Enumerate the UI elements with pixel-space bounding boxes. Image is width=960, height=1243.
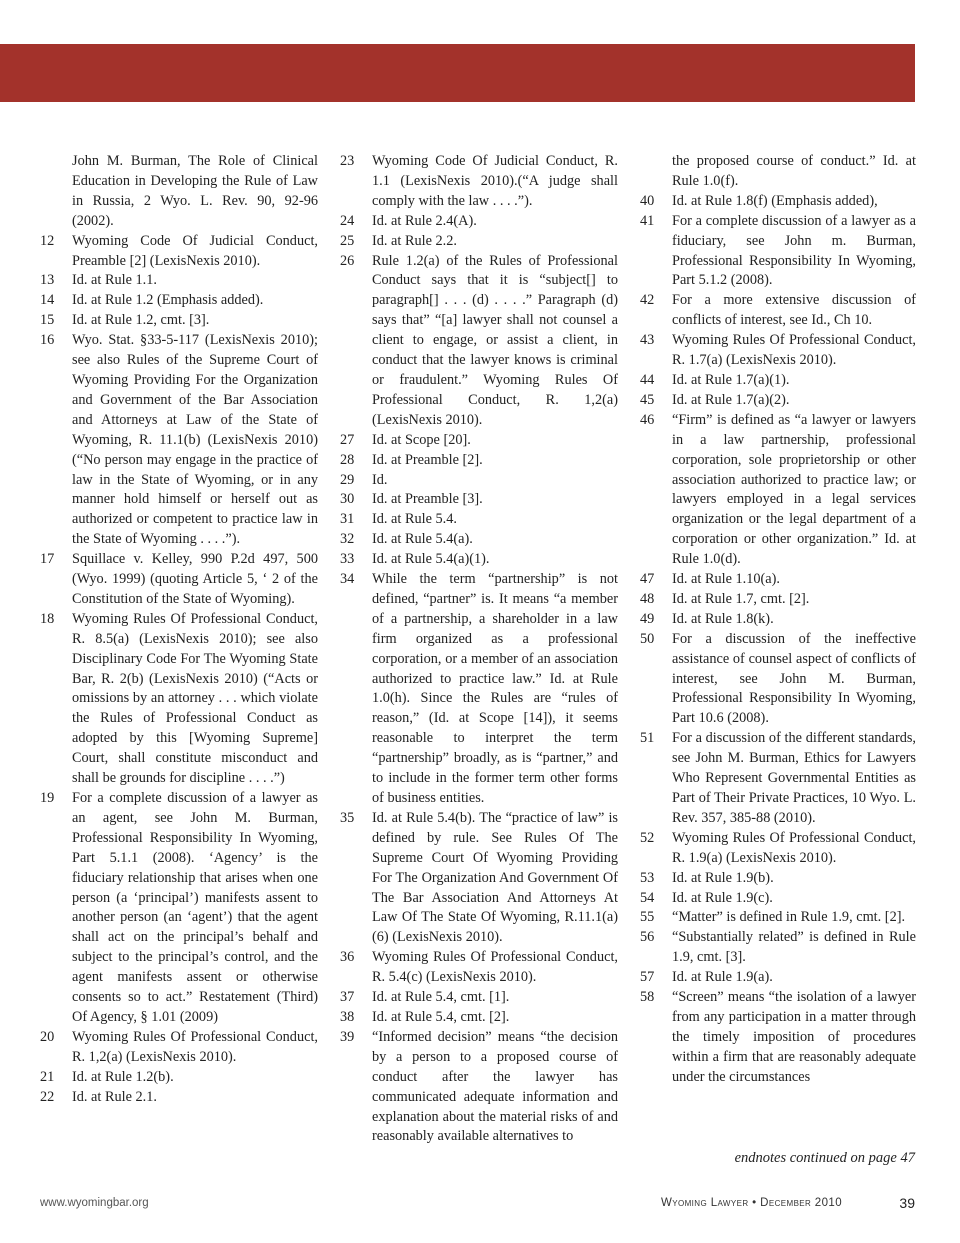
endnote bbox=[40, 232, 318, 272]
endnote bbox=[640, 988, 916, 1088]
endnote-number: 43 bbox=[640, 332, 655, 349]
header-banner bbox=[0, 44, 915, 102]
endnote-text: For a complete discussion of a lawyer as a fiduciary, see John m. Burman, Professional Responsibility In Wyoming, Part 5.1.2 (2008). bbox=[672, 212, 916, 289]
endnote bbox=[640, 928, 916, 968]
endnote-text: Wyoming Rules Of Professional Conduct, R. 1.9(a) (LexisNexis 2010). bbox=[672, 829, 916, 866]
endnote-text: Id. at Rule 1.2, cmt. [3]. bbox=[72, 312, 210, 329]
endnote-text: Id. at Rule 1.8(k). bbox=[672, 610, 774, 627]
endnote-text: Squillace v. Kelley, 990 P.2d 497, 500 (Wyo. 1999) (quoting Article 5, ‘ 2 of the Constitution of the State of Wyoming). bbox=[72, 551, 318, 607]
endnote bbox=[340, 252, 618, 431]
endnote-number: 46 bbox=[640, 411, 655, 428]
endnote-text: Id. at Rule 1.9(c). bbox=[672, 889, 773, 906]
endnote-number: 44 bbox=[640, 371, 655, 388]
endnote-number: 30 bbox=[340, 491, 355, 508]
endnote-number: 33 bbox=[340, 551, 355, 568]
endnote-text: Id. at Rule 1.9(b). bbox=[672, 869, 774, 886]
endnote-text: Id. at Scope [20]. bbox=[372, 431, 471, 448]
endnote-text: Id. at Rule 5.4(a). bbox=[372, 531, 473, 548]
endnote-text: Id. at Rule 1.2 (Emphasis added). bbox=[72, 292, 264, 309]
endnote bbox=[340, 550, 618, 570]
endnote-text: Id. at Rule 1.10(a). bbox=[672, 571, 780, 588]
endnote bbox=[640, 729, 916, 829]
endnote-text: Id. at Rule 5.4, cmt. [1]. bbox=[372, 989, 510, 1006]
endnote bbox=[40, 291, 318, 311]
endnote bbox=[640, 869, 916, 889]
endnote bbox=[340, 152, 618, 212]
endnote bbox=[40, 610, 318, 789]
endnote bbox=[340, 510, 618, 530]
endnote bbox=[40, 331, 318, 550]
endnote-text: Wyoming Rules Of Professional Conduct, R. 8.5(a) (LexisNexis 2010); see also Disciplinary Code For The Wyoming State Bar, R. 2(b) (LexisNexis 2010) (“Acts or omissions by an attorney . . . which violate the Rules of Professional Conduct as adopted by this [Wyoming Supreme] Court, shall constitute misconduct and shall be grounds for discipline . . . .”) bbox=[72, 610, 318, 787]
endnote bbox=[340, 948, 618, 988]
endnote-text: Wyoming Rules Of Professional Conduct, R. 1,2(a) (LexisNexis 2010). bbox=[72, 1028, 318, 1065]
endnote bbox=[640, 192, 916, 212]
endnote bbox=[340, 490, 618, 510]
endnote-text: Id. at Rule 1.7(a)(1). bbox=[672, 371, 790, 388]
endnote bbox=[640, 331, 916, 371]
endnote-number: 13 bbox=[40, 272, 55, 289]
endnote-number: 27 bbox=[340, 431, 355, 448]
endnote-number: 51 bbox=[640, 730, 655, 747]
endnote-number: 47 bbox=[640, 571, 655, 588]
endnote bbox=[340, 232, 618, 252]
endnote bbox=[640, 411, 916, 570]
endnote-number: 41 bbox=[640, 212, 655, 229]
endnote-number: 23 bbox=[340, 153, 355, 169]
endnote-text: Id. at Rule 5.4, cmt. [2]. bbox=[372, 1008, 510, 1025]
endnote-number bbox=[40, 152, 72, 232]
endnote bbox=[640, 908, 916, 928]
endnote-number: 22 bbox=[40, 1088, 55, 1105]
endnote bbox=[40, 1028, 318, 1068]
endnote-text: Id. at Rule 2.2. bbox=[372, 232, 457, 249]
endnote-number: 42 bbox=[640, 292, 655, 309]
endnote-number bbox=[640, 152, 672, 192]
endnote bbox=[40, 1068, 318, 1088]
endnote-text: Id. at Rule 1.8(f) (Emphasis added), bbox=[672, 192, 878, 209]
endnote-text: Wyoming Rules Of Professional Conduct, R. 1.7(a) (LexisNexis 2010). bbox=[672, 332, 916, 369]
endnote bbox=[40, 271, 318, 291]
endnote-number: 16 bbox=[40, 332, 55, 349]
endnote bbox=[640, 570, 916, 590]
endnote-number: 50 bbox=[640, 630, 655, 647]
endnote-text: For a complete discussion of a lawyer as an agent, see John M. Burman, Professional Responsibility In Wyoming, Part 5.1.1 (2008). ‘Agency’ is the fiduciary relationship that arises when one person (a ‘principal’) manifests assent to another person (an ‘agent’) that the agent shall act on the principal’s behalf and subject to the principal’s control, and the agent manifests assent or otherwise consents so to act.” Restatement (Third) Of Agency, § 1.01 (2009) bbox=[72, 790, 318, 1025]
endnote bbox=[640, 371, 916, 391]
endnote-text: “Substantially related” is defined in Rule 1.9, cmt. [3]. bbox=[672, 929, 916, 966]
endnote-number: 34 bbox=[340, 571, 355, 588]
endnotes-column-2 bbox=[340, 152, 618, 1147]
endnote-text: For a more extensive discussion of conflicts of interest, see Id., Ch 10. bbox=[672, 292, 916, 329]
endnote-text: Id. at Preamble [2]. bbox=[372, 451, 483, 468]
endnote-text: John M. Burman, The Role of Clinical Education in Developing the Rule of Law in Russia, 2 Wyo. L. Rev. 90, 92-96 (2002). bbox=[72, 153, 318, 229]
endnote-number: 56 bbox=[640, 929, 655, 946]
endnote-number: 15 bbox=[40, 312, 55, 329]
endnote-text: Id. at Rule 5.4. bbox=[372, 511, 457, 528]
endnote bbox=[40, 152, 318, 232]
endnote-text: Id. at Preamble [3]. bbox=[372, 491, 483, 508]
endnote-text: While the term “partnership” is not defined, “partner” is. It means “a member of a partnership, a shareholder in a law firm organized as a professional corporation, or a member of an association authorized to practice law.” Id. at Rule 1.0(h). Since the Rules are “rules of reason,” (Id. at Scope [14]), it seems reasonable to interpret the term “partnership” broadly, as is “partner,” and to include in the former term other forms of business entities. bbox=[372, 571, 618, 806]
endnote-number: 28 bbox=[340, 451, 355, 468]
endnote-number: 26 bbox=[340, 252, 355, 269]
endnote-number: 48 bbox=[640, 590, 655, 607]
endnote bbox=[640, 291, 916, 331]
endnote-text: “Informed decision” means “the decision by a person to a proposed course of conduct after the lawyer has communicated adequate information and explanation about the material risks of and reasonably available alternatives to bbox=[372, 1028, 618, 1145]
endnote-text: Id. at Rule 5.4(b). The “practice of law” is defined by rule. See Rules Of The Supreme Court Of Wyoming Providing For The Organization And Government Of The Bar Association And Attorneys At Law Of The State Of Wyoming, R.11.1(a)(6) (LexisNexis 2010). bbox=[372, 809, 618, 946]
endnote-text: the proposed course of conduct.” Id. at Rule 1.0(f). bbox=[672, 153, 916, 189]
endnote-number: 12 bbox=[40, 232, 55, 249]
endnote bbox=[340, 212, 618, 232]
endnote bbox=[40, 789, 318, 1028]
endnote bbox=[640, 152, 916, 192]
endnote-text: “Matter” is defined in Rule 1.9, cmt. [2]. bbox=[672, 909, 906, 926]
endnote-text: Wyoming Code Of Judicial Conduct, Preamble [2] (LexisNexis 2010). bbox=[72, 232, 318, 269]
endnote-text: Id. at Rule 1.2(b). bbox=[72, 1068, 174, 1085]
endnote bbox=[340, 809, 618, 948]
endnote bbox=[640, 590, 916, 610]
endnote-text: Rule 1.2(a) of the Rules of Professional Conduct says that it is “subject[] to paragraph[] . . . (d) . . . .” Paragraph (d) says that” “[a] lawyer shall not counsel a client to engage, or assist a client, in conduct that the lawyer knows is criminal or fraudulent.” Wyoming Rules Of Professional Conduct, R. 1,2(a) (LexisNexis 2010). bbox=[372, 252, 618, 428]
endnote-number: 25 bbox=[340, 232, 355, 249]
endnote-text: Id. bbox=[372, 471, 388, 488]
endnote-number: 45 bbox=[640, 391, 655, 408]
endnote-number: 55 bbox=[640, 909, 655, 926]
endnote-text: Id. at Rule 2.1. bbox=[72, 1088, 157, 1105]
endnote-number: 14 bbox=[40, 292, 55, 309]
endnote-number: 17 bbox=[40, 551, 55, 568]
endnote bbox=[340, 1028, 618, 1147]
endnote-number: 21 bbox=[40, 1068, 55, 1085]
endnote-text: Id. at Rule 1.7, cmt. [2]. bbox=[672, 590, 810, 607]
endnote-number: 40 bbox=[640, 192, 655, 209]
endnote bbox=[340, 471, 618, 491]
endnote-number: 53 bbox=[640, 869, 655, 886]
endnote-number: 29 bbox=[340, 471, 355, 488]
endnote bbox=[640, 889, 916, 909]
endnote bbox=[40, 311, 318, 331]
endnotes-column-1 bbox=[40, 152, 318, 1108]
endnote-text: “Screen” means “the isolation of a lawyer from any participation in a matter through the timely imposition of procedures within a firm that are reasonably adequate under the circumstances bbox=[672, 989, 916, 1085]
endnote bbox=[640, 630, 916, 730]
endnote bbox=[640, 212, 916, 292]
endnote-number: 31 bbox=[340, 511, 355, 528]
endnote bbox=[340, 570, 618, 809]
endnote-number: 36 bbox=[340, 949, 355, 966]
endnote-text: Wyoming Code Of Judicial Conduct, R. 1.1 (LexisNexis 2010).(“A judge shall comply with the law . . . .”). bbox=[372, 153, 618, 209]
endnote bbox=[340, 1008, 618, 1028]
endnote bbox=[340, 451, 618, 471]
endnote-text: Id. at Rule 2.4(A). bbox=[372, 212, 477, 229]
footer-website[interactable]: www.wyomingbar.org bbox=[40, 1197, 149, 1209]
page-number: 39 bbox=[899, 1195, 915, 1211]
endnote-text: Id. at Rule 1.7(a)(2). bbox=[672, 391, 790, 408]
endnote-number: 24 bbox=[340, 212, 355, 229]
endnote-number: 54 bbox=[640, 889, 655, 906]
endnote-number: 52 bbox=[640, 829, 655, 846]
endnote-text: Wyo. Stat. §33-5-117 (LexisNexis 2010); see also Rules of the Supreme Court of Wyoming Providing For the Organization and Government of the Bar Association and Attorneys at Law of the State of Wyoming, R. 11.1(b) (LexisNexis 2010) (“No person may engage in the practice of law in the State of Wyoming, or in any manner hold himself or herself out as authorized or competent to practice law in the State of Wyoming . . . .”). bbox=[72, 332, 318, 548]
endnote bbox=[340, 988, 618, 1008]
endnote-number: 37 bbox=[340, 989, 355, 1006]
endnote-number: 38 bbox=[340, 1008, 355, 1025]
endnote-number: 49 bbox=[640, 610, 655, 627]
endnote-text: “Firm” is defined as “a lawyer or lawyers in a law partnership, professional corporation, sole proprietorship or other association authorized to practice law; or lawyers employed in a legal services organization or the legal department of a corporation or other organization.” Id. at Rule 1.0(d). bbox=[672, 411, 916, 568]
endnote-text: Id. at Rule 5.4(a)(1). bbox=[372, 551, 490, 568]
endnote-number: 39 bbox=[340, 1028, 355, 1045]
endnote-number: 35 bbox=[340, 809, 355, 826]
endnote bbox=[640, 829, 916, 869]
endnote bbox=[340, 530, 618, 550]
endnote bbox=[40, 550, 318, 610]
endnote-text: Id. at Rule 1.1. bbox=[72, 272, 157, 289]
endnote-text: Id. at Rule 1.9(a). bbox=[672, 969, 773, 986]
continuation-note: endnotes continued on page 47 bbox=[734, 1150, 915, 1166]
endnote-number: 18 bbox=[40, 610, 55, 627]
endnote-number: 32 bbox=[340, 531, 355, 548]
endnote-text: For a discussion of the different standards, see John M. Burman, Ethics for Lawyers Who Represent Governmental Entities as Part of Their Private Practices, 10 Wyo. L. Rev. 357, 385-88 (2010). bbox=[672, 730, 916, 826]
endnote bbox=[40, 1088, 318, 1108]
endnote bbox=[640, 968, 916, 988]
endnote bbox=[640, 610, 916, 630]
endnote bbox=[340, 431, 618, 451]
endnote-number: 57 bbox=[640, 969, 655, 986]
endnote bbox=[640, 391, 916, 411]
endnote-number: 58 bbox=[640, 989, 655, 1006]
endnote-number: 19 bbox=[40, 790, 55, 806]
endnotes-column-3 bbox=[640, 152, 916, 1088]
endnote-text: For a discussion of the ineffective assistance of counsel aspect of conflicts of interest, see John M. Burman, Professional Responsibility In Wyoming, Part 10.6 (2008). bbox=[672, 630, 916, 727]
footer-publication: Wyoming Lawyer • December 2010 bbox=[661, 1197, 842, 1209]
endnote-number: 20 bbox=[40, 1028, 55, 1045]
endnote-text: Wyoming Rules Of Professional Conduct, R. 5.4(c) (LexisNexis 2010). bbox=[372, 949, 618, 986]
